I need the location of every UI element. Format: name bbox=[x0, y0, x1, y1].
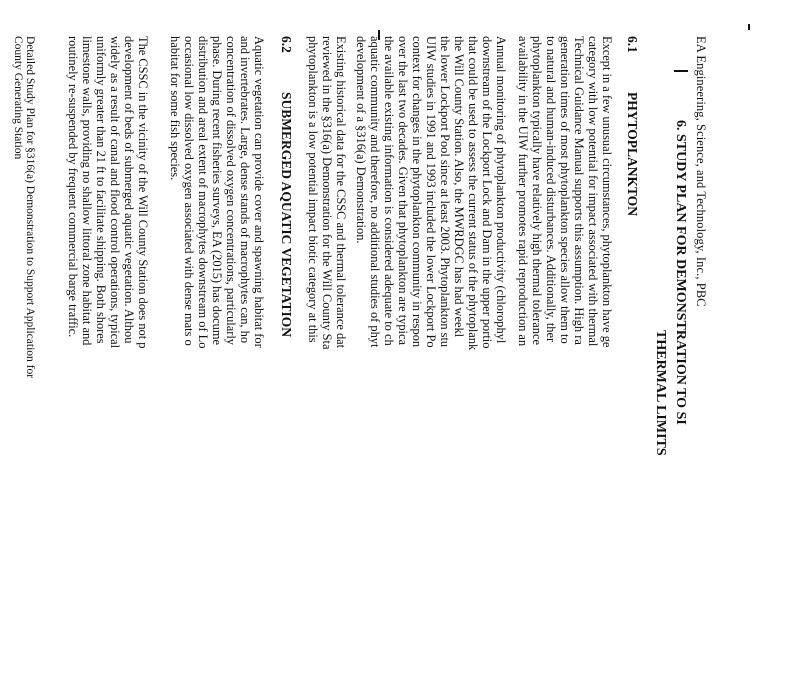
text-line: Aquatic vegetation can provide cover and spawning habitat for bbox=[252, 36, 266, 348]
text-line: uniformly greater than 21 ft to facilitate shipping. Both shores bbox=[94, 36, 108, 344]
text-line: phytoplankton is a low potential impact biotic category at this bbox=[306, 36, 320, 343]
footer-line: Detailed Study Plan for §316(a) Demonstration to Support Application for bbox=[24, 36, 36, 379]
section-6-2-heading: SUBMERGED AQUATIC VEGETATION bbox=[279, 92, 294, 338]
text-line: generation times of most phytoplankton species allow them to bbox=[558, 36, 572, 344]
phytoplankton-paragraph-2 bbox=[354, 36, 508, 676]
text-line: concentration of dissolved oxygen concentrations, particularly bbox=[224, 36, 238, 345]
text-line: the Will County Station. Also, the MWRDGC has had weekl bbox=[452, 36, 466, 338]
text-line: and invertebrates. Large, dense stands of macrophytes can, ho bbox=[238, 36, 252, 344]
text-line: development of beds of submerged aquatic vegetation. Althou bbox=[122, 36, 136, 344]
text-line: over the last two decades. Given that phytoplankton are typica bbox=[396, 36, 410, 345]
text-line: category with low potential for impact associated with thermal bbox=[586, 36, 600, 347]
text-line: availability in the UIW further promotes rapid reproduction an bbox=[516, 36, 530, 347]
text-line: Except in a few unusual circumstances, phytoplankton have ge bbox=[600, 36, 614, 348]
text-line: phytoplankton typically have relatively high thermal tolerance bbox=[530, 36, 544, 345]
text-line: UIW studies in 1991 and 1993 included the lower Lockport Po bbox=[424, 36, 438, 348]
text-line: reviewed in the §316(a) Demonstration for the Will County Sta bbox=[320, 36, 334, 350]
text-line: widely as a result of canal and flood control operations, typical bbox=[108, 36, 122, 349]
text-line: Technical Guidance Manual supports this assumption. High ra bbox=[572, 36, 586, 345]
text-line: limestone walls, providing no shallow littoral zone habitat and bbox=[80, 36, 94, 346]
vegetation-paragraph-2 bbox=[66, 36, 150, 676]
document-footer bbox=[12, 36, 36, 676]
document-header: EA Engineering, Science, and Technology, Inc., PBC bbox=[694, 36, 708, 307]
section-6-2-number: 6.2 bbox=[279, 36, 294, 53]
text-line: Existing historical data for the CSSC and thermal tolerance dat bbox=[334, 36, 348, 349]
text-line: to natural and human-induced disturbances. Additionally, ther bbox=[544, 36, 558, 343]
section-title: 6. STUDY PLAN FOR DEMONSTRATION TO SI bbox=[673, 120, 688, 425]
text-line: habitat for some fish species. bbox=[168, 36, 182, 181]
text-line: development of a §316(a) Demonstration. bbox=[354, 36, 368, 244]
text-line: the available existing information is considered adequate to ch bbox=[382, 36, 396, 346]
text-line: The CSSC in the vicinity of the Will County Station does not p bbox=[136, 36, 150, 349]
side-rule-mark bbox=[674, 70, 688, 72]
text-line: occasional low dissolved oxygen associated with dense mats o bbox=[182, 36, 196, 346]
text-line: the lower Lockport Pool since at least 2003. Phytoplankton stu bbox=[438, 36, 452, 348]
section-6-1-number: 6.1 bbox=[625, 36, 640, 53]
phytoplankton-paragraph-1 bbox=[516, 36, 614, 676]
section-6-1-heading: PHYTOPLANKTON bbox=[625, 92, 640, 217]
text-line: phase. During recent fisheries surveys, EA (2015) has docume bbox=[210, 36, 224, 345]
text-line: that could be used to assess the current status of the phytoplank bbox=[466, 36, 480, 351]
vegetation-paragraph-1 bbox=[168, 36, 266, 676]
text-line: aquatic community and therefore, no additional studies of phyt bbox=[368, 36, 382, 348]
text-line: routinely re-suspended by frequent commercial barge traffic. bbox=[66, 36, 80, 338]
text-line: context for changes in the phytoplankton community in respon bbox=[410, 36, 424, 348]
text-line: downstream of the Lockport Lock and Dam in the upper portio bbox=[480, 36, 494, 349]
footer-line: County Generating Station bbox=[12, 36, 24, 160]
text-line: Annual monitoring of phytoplankton productivity (chlorophyl bbox=[494, 36, 508, 344]
top-rule-mark bbox=[748, 24, 750, 30]
text-line: distribution and areal extent of macrophytes downstream of Lo bbox=[196, 36, 210, 349]
phytoplankton-paragraph-3 bbox=[306, 36, 348, 676]
section-subtitle: THERMAL LIMITS bbox=[653, 330, 668, 456]
